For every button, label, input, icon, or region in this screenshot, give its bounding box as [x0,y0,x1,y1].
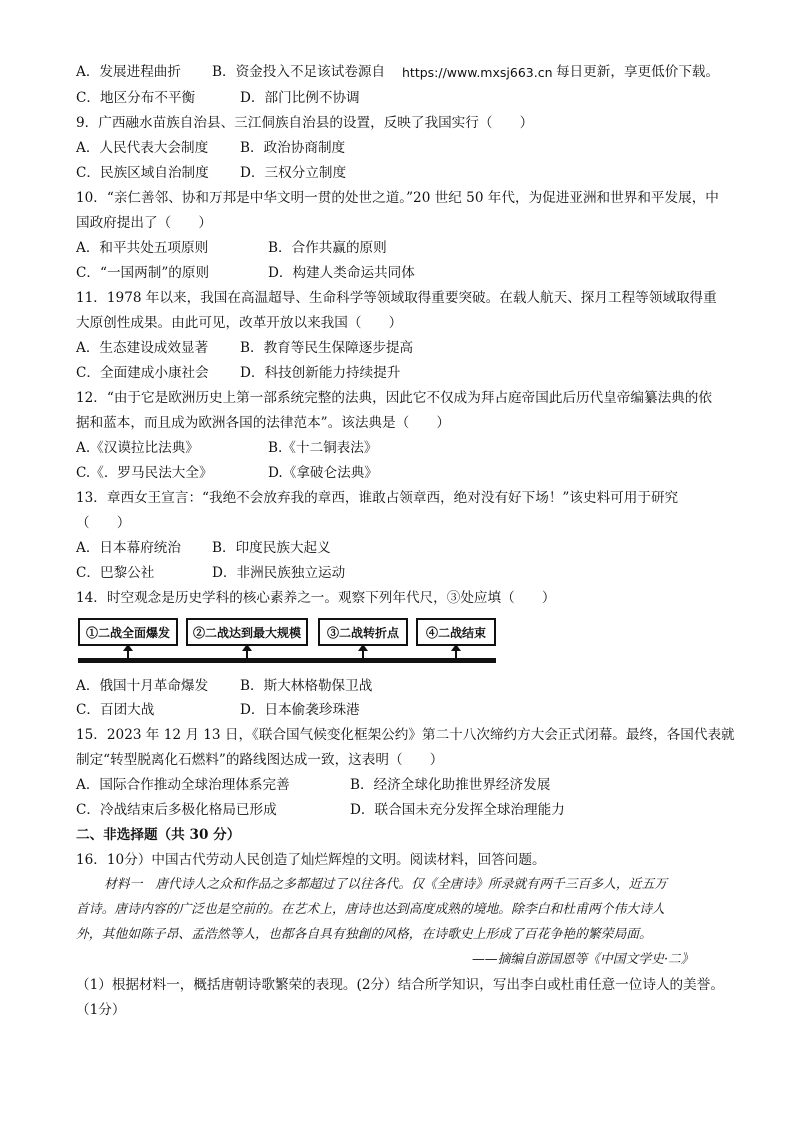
q10-option-a: A．和平共处五项原则 [76,240,209,256]
q10-option-c: C．“一国两制”的原则 [76,265,210,281]
q8-option-c: C．地区分布不平衡 [76,90,196,106]
q12-option-d: D.《拿破仑法典》 [268,465,378,481]
q10-option-d: D．构建人类命运共同体 [268,265,415,281]
q8-option-d: D．部门比例不协调 [240,90,360,106]
q13-option-d: D．非洲民族独立运动 [212,565,346,581]
q11-stem-line1: 11．1978 年以来，我国在高温超导、生命科学等领域取得重要突破。在载人航天、探月工程等领域取得重 [76,290,717,306]
section-heading: 二、非选择题（共 30 分） [76,827,241,843]
q14-option-a: A．俄国十月革命爆发 [76,678,209,694]
q11-option-b: B．教育等民生保障逐步提高 [240,340,414,356]
q10-stem-line1: 10．“亲仁善邻、协和万邦是中华文明一贯的处世之道。”20 世纪 50 年代，为促进亚洲和世界和平发展，中 [76,190,719,206]
q15-option-c: C．冷战结束后多极化格局已形成 [76,802,277,818]
timeline-arrow-1 [127,646,129,658]
q9-option-b: B．政治协商制度 [240,140,346,156]
q13-option-a: A．日本幕府统治 [76,540,181,556]
q8-option-a: A．发展进程曲折 [76,64,181,80]
timeline-diagram [78,618,486,666]
q9-option-d: D．三权分立制度 [240,165,347,181]
q13-option-b: B．印度民族大起义 [212,540,331,556]
q15-option-d: D．联合国未充分发挥全球治理能力 [350,802,565,818]
q12-option-c: C.《．罗马民法大全》 [76,465,213,481]
q14-option-d: D．日本偷袭珍珠港 [240,702,360,718]
q15-option-a: A．国际合作推动全球治理体系完善 [76,777,290,793]
material-1-line3: 外，其他如陈子昂、孟浩然等人，也都各自具有独創的风格，在诗歌史上形成了百花争艳的繁荣局面。 [76,927,652,942]
timeline-arrow-3 [362,646,364,658]
q9-option-a: A．人民代表大会制度 [76,140,209,156]
q15-option-b: B．经济全球化助推世界经济发展 [350,777,551,793]
watermark-url: https://www.mxsj663.cn [402,65,553,80]
q16-sub1-line2: （1分） [76,1002,126,1018]
q12-option-b: B.《十二铜表法》 [268,440,378,456]
q15-stem-line2: 制定“转型脱离化石燃料”的路线图达成一致，这表明（ ） [76,752,444,768]
material-1-source: ——摘编自游国恩等《中国文学史·二》 [472,952,694,967]
q14-option-b: B．斯大林格勒保卫战 [240,678,373,694]
q8-option-b: B．资金投入不足该试卷源自 [212,64,386,80]
q11-option-a: A．生态建设成效显著 [76,340,209,356]
q9-option-c: C．民族区域自治制度 [76,165,209,181]
timeline-box-4: ④二战结束 [416,618,496,646]
q14-stem: 14．时空观念是历史学科的核心素养之一。观察下列年代尺，③处应填（ ） [76,590,556,606]
q10-option-b: B．合作共赢的原则 [268,240,387,256]
q11-stem-line2: 大原创性成果。由此可见，改革开放以来我国（ ） [76,315,403,331]
timeline-arrow-4 [455,646,457,658]
q16-sub1-line1: （1）根据材料一，概括唐朝诗歌繁荣的表现。(2分）结合所学知识，写出李白或杜甫任意一位诗人的美誉。 [76,977,724,993]
q12-stem-line1: 12．“由于它是欧洲历史上第一部系统完整的法典，因此它不仅成为拜占庭帝国此后历代皇帝编纂法典的依 [76,390,712,406]
q12-option-a: A.《汉谟拉比法典》 [76,440,199,456]
material-1-line2: 首诗。唐诗内容的广泛也是空前的。在艺术上，唐诗也达到高度成熟的境地。除李白和杜甫两个伟大诗人 [76,902,665,917]
q11-option-c: C．全面建成小康社会 [76,365,209,381]
q9-stem: 9．广西融水苗族自治县、三江侗族自治县的设置，反映了我国实行（ ） [76,115,534,131]
timeline-box-2: ②二战达到最大规模 [186,618,308,646]
q15-stem-line1: 15．2023 年 12 月 13 日，《联合国气候变化框架公约》第二十八次缔约方大会正式闭幕。最终，各国代表就 [76,727,735,743]
q16-stem: 16．10分）中国古代劳动人民创造了灿烂辉煌的文明。阅读材料，回答问题。 [76,852,546,868]
q13-stem-line1: 13．章西女王宣言：“我绝不会放弃我的章西，谁敢占领章西，绝对没有好下场！”该史料可用于研究 [76,490,679,506]
q12-stem-line2: 据和蓝本，而且成为欧洲各国的法律范本”。该法典是（ ） [76,415,450,431]
watermark-notice: 每日更新，享更低价下载。 [556,64,720,80]
q11-option-d: D．科技创新能力持续提升 [240,365,401,381]
material-1-line1: 材料一 唐代诗人之众和作品之多都超过了以往各代。仅《全唐诗》所录就有两千三百多人，近五万 [104,877,668,892]
timeline-box-3: ③二战转折点 [318,618,408,646]
q14-option-c: C．百团大战 [76,702,155,718]
timeline-box-1: ①二战全面爆发 [78,618,178,646]
timeline-arrow-2 [246,646,248,658]
q13-option-c: C．巴黎公社 [76,565,155,581]
q10-stem-line2: 国政府提出了（ ） [76,215,212,231]
q13-stem-line2: （ ） [76,515,131,531]
timeline-bar [78,658,496,663]
